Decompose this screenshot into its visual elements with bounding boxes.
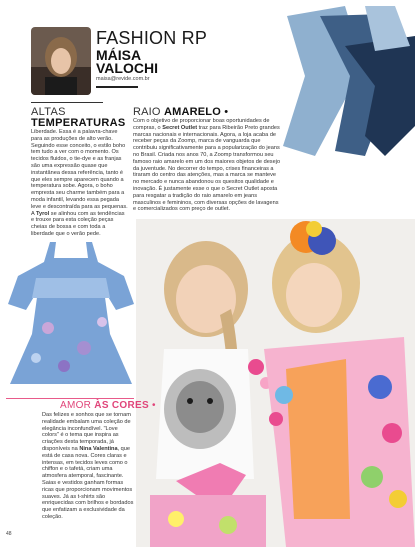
bullet-icon: • (152, 400, 156, 411)
section-rule-amor (6, 398, 134, 399)
raio-kicker: RAIO (133, 106, 161, 118)
dress-image (6, 238, 136, 388)
raio-title: AMARELO (163, 106, 221, 118)
main-photo (136, 219, 415, 547)
raio-heading (133, 106, 228, 118)
altas-body: Liberdade. Essa é a palavra-chave para as produções de alto verão. Seguindo esse conceito, o estilo boho tem tudo a ver com o momento. Os tecidos fluidos, o tie-dye e as franjas são uma expressão quase que instantânea dessa referência, tanto é que eles sempre aparecem quando a temperatura sobe. Agora, o boho empresta seu charme também para a moda infantil, levando essa pegada leve e descontraída para as pequenas. A Tyrol se alinhou com as tendências e trouxe para esta coleção peças cheias de bossa e com toda a liberdade que o verão pede. (31, 129, 128, 237)
raio-body: Com o objetivo de proporcionar boas oportunidades de compras, o Secret Outlet traz para Ribeirão Preto grandes marcas nacionais e internacionais. Agora, a loja acaba de receber peças da Zoomp, marca de vanguarda que contribuiu significativamente para a popularização do jeans no Brasil. Criada nos anos 70, a Zoomp transformou seu famoso raio amarelo em um dos maiores objetos de desejo da juventude. No decorrer do tempo, crises financeiras a tiraram do centro das atenções, mas a marca se manteve no mercado e nunca abandonou os quesitos qualidade e inovação. É justamente esse o que o Secret Outlet aposta para resgatar a tradição do raio amarelo em jeans masculinos e femininos, com diversas opções de lavagens e comercializados com preço de outlet. (133, 118, 281, 213)
column-kicker: FASHION RP (96, 28, 208, 48)
amor-title: ÀS CORES (94, 400, 149, 411)
columnist-name (96, 49, 176, 75)
bullet-icon: • (224, 106, 229, 118)
amor-kicker: AMOR (60, 400, 92, 411)
altas-kicker: ALTAS (31, 106, 66, 118)
columnist-email[interactable]: maisa@revide.com.br (96, 76, 150, 82)
page-number: 48 (6, 531, 12, 537)
columnist-name-line1: MÁISA (96, 47, 142, 63)
columnist-photo (31, 27, 91, 95)
amor-brand: Nina Valentina (79, 445, 118, 452)
raio-brand: Secret Outlet (162, 124, 198, 131)
amor-heading (60, 400, 156, 411)
section-rule-altas (31, 102, 103, 103)
columnist-name-line2: VALOCHI (96, 60, 158, 76)
jeans-image (275, 6, 415, 161)
altas-brand: Tyrol (35, 210, 50, 217)
altas-title: TEMPERATURAS (31, 117, 126, 129)
header-rule (96, 86, 138, 88)
amor-body: Das felizes e sonhos que se tornam realidade embalam uma coleção de elegância inconfundível. "Love colors" é o tema que inspira as criações desta temporada, já disponíveis na Nina Valentina, que está de casa nova. Cores claras e intensas, em tecidos leves como o chiffon e o tafetá, criam uma atmosfera atemporal, fascinante. Saias e vestidos ganham formas ricas que proporcionam movimentos suaves. Já as t-shirts são enriquecidas com brilhos e bordados que enfatizam a exclusividade da coleção. (42, 412, 134, 520)
